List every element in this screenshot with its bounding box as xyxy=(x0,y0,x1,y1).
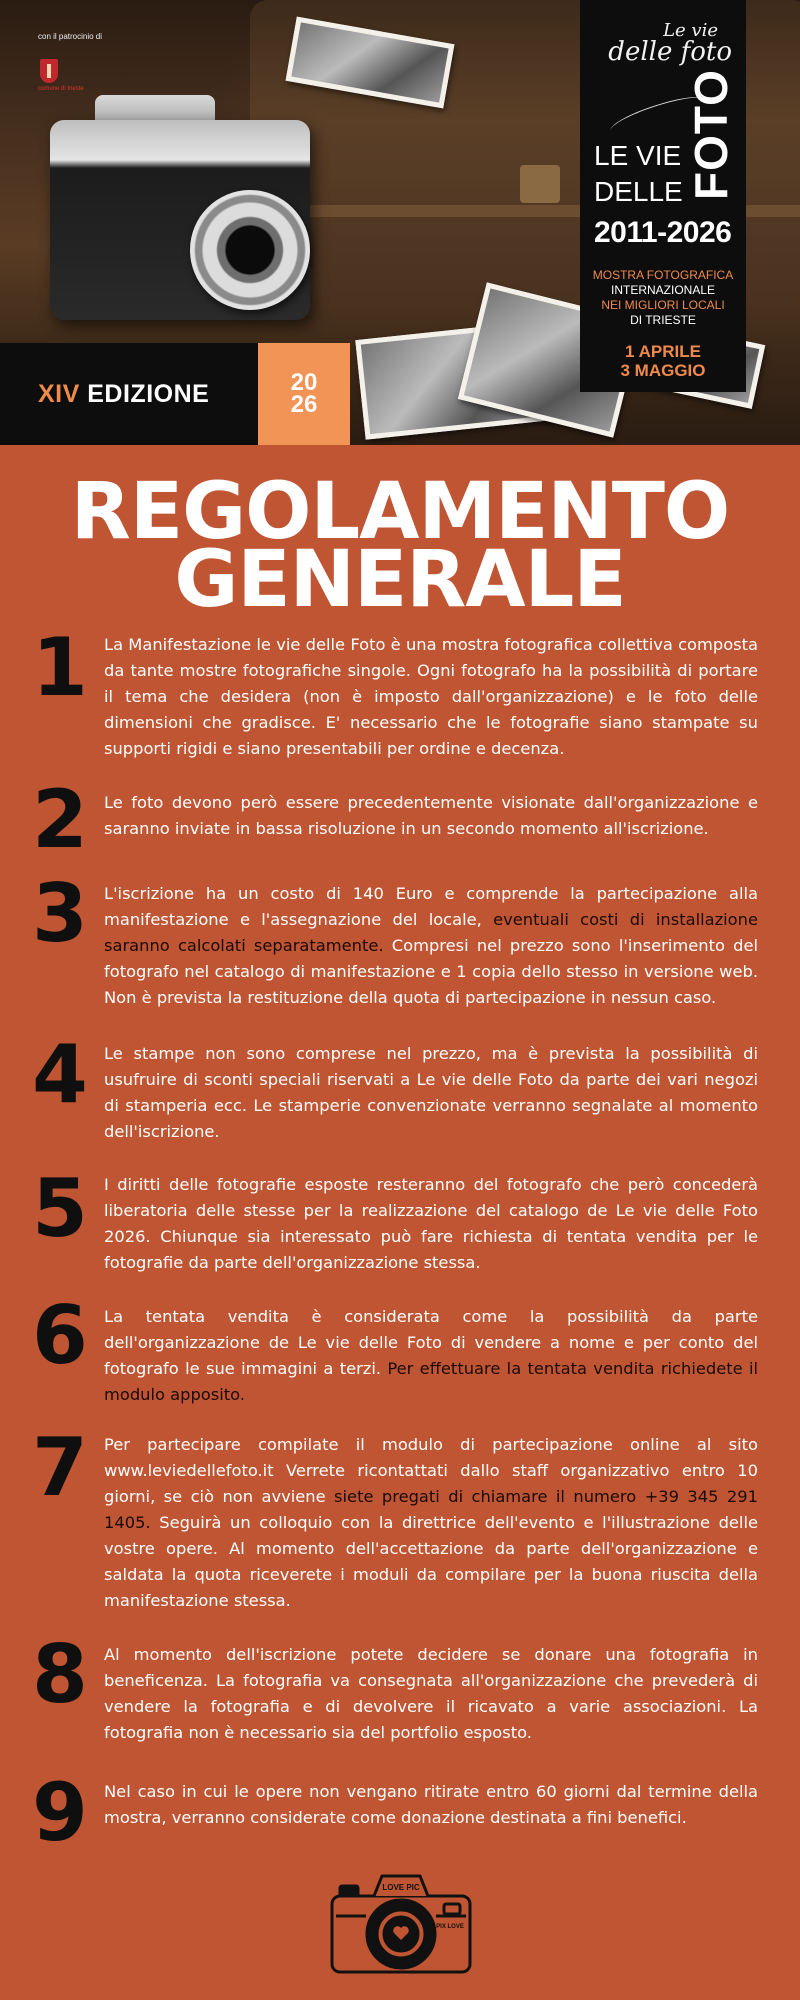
rule-number: 7 xyxy=(32,1421,88,1514)
date-end: 3 MAGGIO xyxy=(620,361,706,380)
camera-label-right: PIX LOVE xyxy=(436,1924,464,1930)
title-line-1: REGOLAMENTO xyxy=(70,467,730,557)
rule-text: I diritti delle fotografie esposte resteranno del fotografo che però concederà liberatoria delle stesse per la realizzazione del catalogo de Le vie delle Foto 2026. Chiunque sia interessato può fare richiesta di tentata vendita per le fotografie da parte dell'organizzazione stessa. xyxy=(104,1175,758,1272)
edition-band xyxy=(0,343,258,445)
page-title xyxy=(0,467,800,625)
patronage-label: con il patrocinio di xyxy=(38,32,103,41)
rule-text xyxy=(104,881,758,1011)
event-years: 2011-2026 xyxy=(594,216,732,249)
exhibit-line-4: DI TRIESTE xyxy=(630,313,696,327)
rule-number: 2 xyxy=(32,773,88,866)
rule-text-highlight: siete pregati di chiamare il numero +39 345 291 1405. xyxy=(104,1487,758,1532)
rule-text xyxy=(104,1304,758,1408)
rule-text: Nel caso in cui le opere non vengano ritirate entro 60 giorni dal termine della mostra, verranno considerate come donazione destinata a fini benefici. xyxy=(104,1782,758,1827)
patronage xyxy=(38,32,102,92)
rule-text: La Manifestazione le vie delle Foto è una mostra fotografica collettiva composta da tante mostre fotografiche singole. Ogni fotografo ha la possibilità di portare il tema che desidera (non è imposto dall'organizzazione) e le foto delle dimensioni che gradisce. E' necessario che le fotografie siano stampate su supporti rigidi e siano presentabili per ordine e decenza. xyxy=(104,635,758,758)
year-box xyxy=(258,343,350,445)
date-start: 1 APRILE xyxy=(625,342,701,361)
trieste-crest-icon xyxy=(40,59,58,83)
exhibit-line-3: NEI MIGLIORI LOCALI xyxy=(601,298,725,312)
patronage-city: comune di trieste xyxy=(38,86,84,92)
event-name-line-1: LE VIE xyxy=(594,140,682,171)
rule-text: Al momento dell'iscrizione potete decidere se donare una fotografia in beneficenza. La fotografia va consegnata all'organizzazione che prevederà di vendere la fotografia e di devolvere il ricavato a varie associazioni. La fotografia non è necessario sia del portfolio esposto. xyxy=(104,1645,758,1742)
event-name-line-2: DELLE xyxy=(594,176,683,207)
camera-label-left: LOVE PIC xyxy=(382,1883,420,1892)
rule-number: 3 xyxy=(32,867,88,960)
event-logo xyxy=(602,20,732,67)
rule-number: 9 xyxy=(32,1766,88,1859)
rule-number: 4 xyxy=(32,1028,88,1121)
year-bottom: 26 xyxy=(290,391,318,418)
rule-number: 8 xyxy=(32,1628,88,1721)
event-name-foto: FOTO xyxy=(685,69,737,200)
rule-text-highlight: Per effettuare la tentata vendita richiedete il modulo apposito. xyxy=(104,1359,759,1404)
rule-text-part: Seguirà un colloquio con la direttrice dell'evento e l'illustrazione delle vostre opere. Al momento dell'accettazione da parte dell'organizzazione e saldata la quota riceverete i moduli da compilare per la buona riuscita della manifestazione stessa. xyxy=(104,1513,758,1610)
suitcase-latch xyxy=(520,165,560,203)
event-name xyxy=(594,138,683,210)
rule-number: 6 xyxy=(32,1289,88,1382)
hero-banner xyxy=(0,0,800,445)
logo-line-2: delle foto xyxy=(608,37,732,67)
exhibit-description xyxy=(580,268,746,328)
edition-label xyxy=(38,380,209,409)
edition-word: EDIZIONE xyxy=(87,379,210,408)
rule-text-part: L'iscrizione ha un costo di 140 Euro e comprende la partecipazione alla manifestazione e l'assegnazione del locale, xyxy=(104,884,758,929)
rule-text-part: Compresi nel prezzo sono l'inserimento del fotografo nel catalogo di manifestazione e 1 copia dello stesso in versione web. Non è prevista la restituzione della quota di partecipazione in nessun caso. xyxy=(104,936,759,1007)
camera-heart-icon xyxy=(328,1868,474,1976)
year-top: 20 xyxy=(290,369,318,396)
rule-text-part: Per partecipare compilate il modulo di partecipazione online al sito www.leviedellefoto.it Verrete ricontattati dallo staff organizzativo entro 10 giorni, se ciò non avviene xyxy=(104,1435,758,1506)
exhibit-line-2: INTERNAZIONALE xyxy=(610,283,715,297)
rule-number: 5 xyxy=(32,1162,88,1255)
title-line-2: GENERALE xyxy=(174,535,626,625)
rule-text-part: La tentata vendita è considerata come la possibilità da parte dell'organizzazione de Le vie delle Foto di vendere a nome e per conto del fotografo le sue immagini a terzi. xyxy=(104,1307,758,1378)
rule-text xyxy=(104,1432,758,1614)
rule-text-highlight: eventuali costi di installazione saranno calcolati separatamente. xyxy=(104,910,758,955)
event-dates xyxy=(580,342,746,380)
rule-text: Le stampe non sono comprese nel prezzo, ma è prevista la possibilità di usufruire di sconti speciali riservati a Le vie delle Foto da parte dei vari negozi di stamperia ecc. Le stamperie convenzionate verranno segnalate al momento dell'iscrizione. xyxy=(104,1044,758,1141)
exhibit-line-1: MOSTRA FOTOGRAFICA xyxy=(592,268,734,282)
rule-number: 1 xyxy=(32,621,88,714)
rule-text: Le foto devono però essere precedentemente visionate dall'organizzazione e saranno inviate in bassa risoluzione in un secondo momento all'iscrizione. xyxy=(104,793,758,838)
event-side-panel xyxy=(580,0,746,392)
camera-lens xyxy=(190,190,310,310)
edition-roman: XIV xyxy=(38,379,80,408)
logo-line-1: Le vie xyxy=(663,20,718,41)
